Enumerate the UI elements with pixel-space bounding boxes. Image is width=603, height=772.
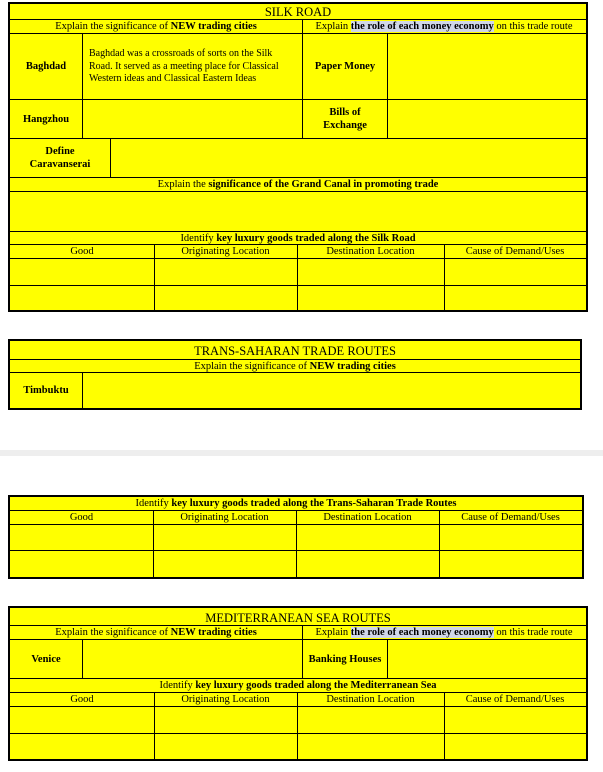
ts-col-good: Good <box>69 512 94 523</box>
silk-cities-header: Explain the significance of NEW trading cities <box>55 21 257 32</box>
col-good: Good <box>70 246 94 257</box>
col-originating-location: Originating Location <box>181 246 270 257</box>
ts-col-destination-location: Destination Location <box>323 512 412 523</box>
med-col-cause-of-demand: Cause of Demand/Uses <box>465 694 565 705</box>
trans-saharan-goods-table <box>8 495 584 579</box>
city-hangzhou: Hangzhou <box>22 113 70 125</box>
mediterranean-table <box>8 606 588 761</box>
city-venice: Venice <box>31 653 61 665</box>
med-money-header: Explain the role of each money economy on this trade route <box>315 627 573 638</box>
baghdad-answer[interactable]: Baghdad was a crossroads of sorts on the Silk Road. It served as a meeting place for Classical Western ideas and Classical Eastern Ideas <box>89 48 279 84</box>
mediterranean-title: MEDITERRANEAN SEA ROUTES <box>205 611 391 625</box>
med-col-destination-location: Destination Location <box>326 694 415 705</box>
trans-saharan-table <box>8 339 582 410</box>
trans-saharan-title: TRANS-SAHARAN TRADE ROUTES <box>194 344 396 358</box>
grand-canal-header: Explain the significance of the Grand Canal in promoting trade <box>157 179 439 190</box>
col-cause-of-demand: Cause of Demand/Uses <box>465 246 565 257</box>
med-col-originating-location: Originating Location <box>181 694 270 705</box>
define-caravanserai: Define Caravanserai <box>29 146 91 170</box>
silk-money-header: Explain the role of each money economy on this trade route <box>315 21 573 32</box>
med-goods-header: Identify key luxury goods traded along the Mediterranean Sea <box>159 680 437 691</box>
silk-road-title: SILK ROAD <box>264 5 332 19</box>
silk-road-table <box>8 2 588 312</box>
med-cities-header: Explain the significance of NEW trading cities <box>55 627 257 638</box>
city-baghdad: Baghdad <box>25 61 67 72</box>
silk-goods-header: Identify key luxury goods traded along the Silk Road <box>180 233 416 244</box>
money-paper-money: Paper Money <box>314 61 376 72</box>
ts-col-originating-location: Originating Location <box>180 512 269 523</box>
ts-goods-header: Identify key luxury goods traded along the Trans-Saharan Trade Routes <box>135 498 457 509</box>
city-timbuktu: Timbuktu <box>23 385 69 396</box>
money-bills-of-exchange: Bills of Exchange <box>323 107 367 131</box>
money-banking-houses: Banking Houses <box>308 653 382 665</box>
med-col-good: Good <box>70 694 94 705</box>
ts-cities-header: Explain the significance of NEW trading cities <box>194 361 396 372</box>
page-break <box>0 450 603 456</box>
col-destination-location: Destination Location <box>326 246 415 257</box>
ts-col-cause-of-demand: Cause of Demand/Uses <box>461 512 560 523</box>
